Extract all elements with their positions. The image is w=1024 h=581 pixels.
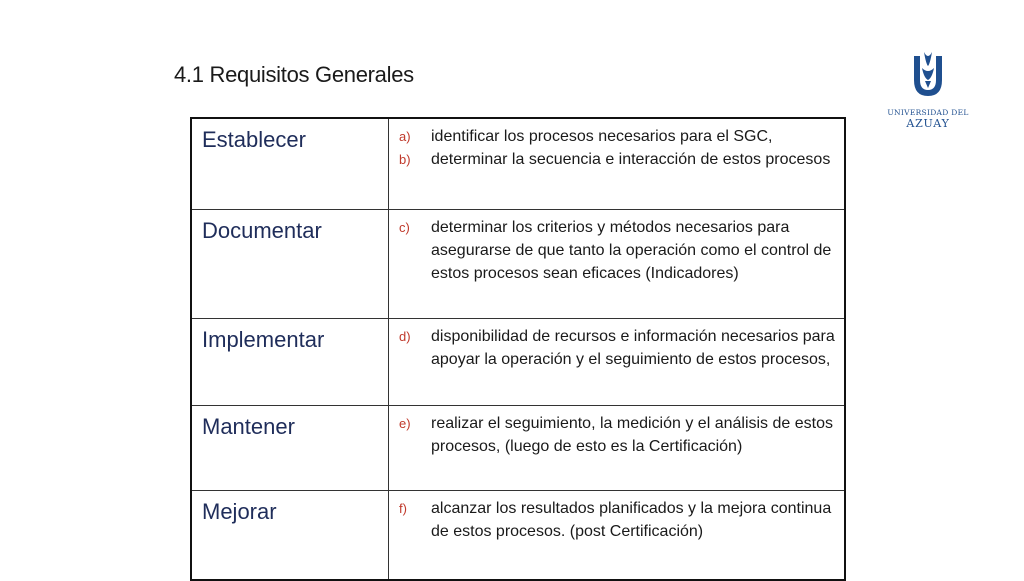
list-item xyxy=(397,325,836,371)
item-text: realizar el seguimiento, la medición y el análisis de estos procesos, (luego de esto es la Certificación) xyxy=(431,415,833,455)
slide-title xyxy=(174,62,414,88)
description-cell xyxy=(389,319,846,406)
item-text: disponibilidad de recursos e información necesarios para apoyar la operación y el seguimiento de estos procesos, xyxy=(431,328,835,368)
item-text: determinar los criterios y métodos necesarios para asegurarse de que tanto la operación como el control de estos procesos sean eficaces (Indicadores) xyxy=(431,219,832,282)
item-text: identificar los procesos necesarios para el SGC, xyxy=(431,128,773,145)
list-item xyxy=(397,412,836,458)
table-row xyxy=(191,118,845,210)
logo-line2: AZUAY xyxy=(906,117,950,130)
verb-cell xyxy=(191,406,389,491)
list-item xyxy=(397,497,836,543)
verb-cell xyxy=(191,491,389,581)
description-cell xyxy=(389,118,846,210)
university-crest-icon xyxy=(884,50,972,108)
description-cell xyxy=(389,210,846,319)
item-letter: d) xyxy=(399,329,411,344)
table-row xyxy=(191,319,845,406)
description-cell xyxy=(389,406,846,491)
verb-label: Documentar xyxy=(202,218,322,243)
list-item xyxy=(397,148,836,171)
item-text: alcanzar los resultados planificados y la mejora continua de estos procesos. (post Certificación) xyxy=(431,500,832,540)
verb-label: Establecer xyxy=(202,127,306,152)
item-letter: f) xyxy=(399,501,407,516)
university-logo xyxy=(884,50,972,134)
verb-label: Implementar xyxy=(202,327,325,352)
title-number: 4.1 xyxy=(174,62,204,87)
verb-cell xyxy=(191,118,389,210)
item-letter: c) xyxy=(399,220,410,235)
list-item xyxy=(397,216,836,285)
item-letter: a) xyxy=(399,129,411,144)
item-letter: e) xyxy=(399,416,411,431)
description-cell xyxy=(389,491,846,581)
table-row xyxy=(191,406,845,491)
verb-label: Mantener xyxy=(202,414,295,439)
table-row xyxy=(191,210,845,319)
verb-label: Mejorar xyxy=(202,499,277,524)
item-letter: b) xyxy=(399,152,411,167)
item-text: determinar la secuencia e interacción de estos procesos xyxy=(431,151,831,168)
title-text: Requisitos Generales xyxy=(209,62,414,87)
logo-line1: UNIVERSIDAD DEL xyxy=(887,108,969,117)
requirements-table xyxy=(190,117,846,581)
list-item xyxy=(397,125,836,148)
verb-cell xyxy=(191,210,389,319)
table-row xyxy=(191,491,845,581)
verb-cell xyxy=(191,319,389,406)
